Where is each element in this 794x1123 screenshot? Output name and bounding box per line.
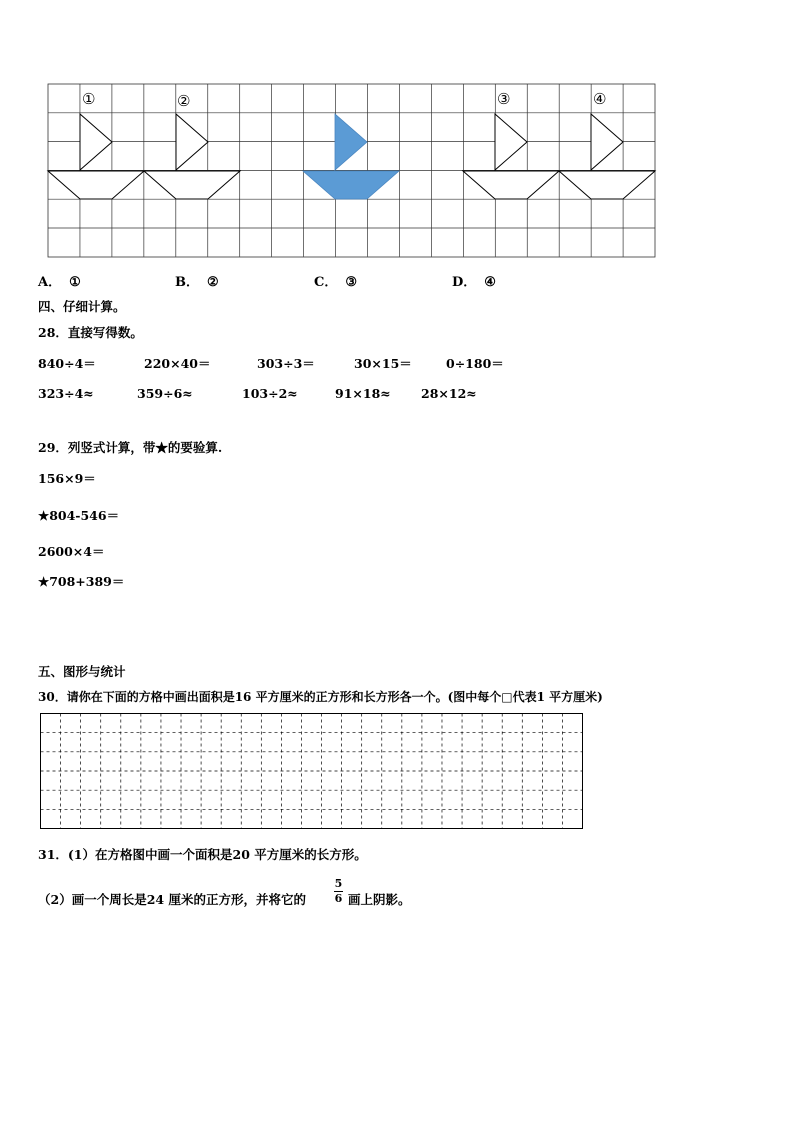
boat-label-4: ④ <box>593 90 607 108</box>
option-c-mark: ③ <box>345 275 358 290</box>
q30-text: 30．请你在下面的方格中画出面积是16 平方厘米的正方形和长方形各一个。(图中每个□代表1 平方厘米) <box>38 690 603 704</box>
q29-item-4: ★708+389＝ <box>38 574 125 589</box>
q28-r1-c4: 30×15＝ <box>354 356 412 371</box>
q28-title: 28．直接写得数。 <box>38 325 143 340</box>
q28-r2-c5: 28×12≈ <box>421 386 477 401</box>
section-4-title: 四、仔细计算。 <box>38 299 126 314</box>
q31-fraction <box>334 878 343 905</box>
q29-title: 29．列竖式计算，带★的要验算. <box>38 440 223 455</box>
q29-item-1: 156×9＝ <box>38 471 96 486</box>
q31-part2-before: （2）画一个周长是24 厘米的正方形，并将它的 <box>38 892 306 907</box>
boat-labels <box>82 90 606 110</box>
q28-r2-c1: 323÷4≈ <box>38 386 94 401</box>
boat-label-2: ② <box>177 92 191 110</box>
q31-part1: 31．(1）在方格图中画一个面积是20 平方厘米的长方形。 <box>38 847 367 862</box>
answer-options <box>0 271 794 289</box>
boat-4 <box>559 114 655 199</box>
section-5-title: 五、图形与统计 <box>38 664 126 679</box>
fraction-numerator: 5 <box>334 877 343 890</box>
option-a[interactable] <box>38 271 81 290</box>
q31-part2-after: 画上阴影。 <box>348 892 411 907</box>
boat-label-3: ③ <box>497 90 511 108</box>
option-d-mark: ④ <box>484 275 496 290</box>
boat-3 <box>463 114 559 199</box>
fraction-denominator: 6 <box>334 892 343 905</box>
option-d[interactable] <box>452 271 496 290</box>
option-d-letter: D． <box>452 275 477 290</box>
q30-dotted-grid <box>40 713 584 830</box>
boat-1 <box>48 114 144 199</box>
original-boat <box>303 114 399 199</box>
option-c-letter: C． <box>314 275 338 290</box>
q28-r1-c2: 220×40＝ <box>144 356 211 371</box>
option-b-mark: ② <box>207 275 219 290</box>
q28-r1-c1: 840÷4＝ <box>38 356 96 371</box>
option-b[interactable] <box>175 271 219 290</box>
option-a-mark: ① <box>69 275 81 290</box>
q29-item-3: 2600×4＝ <box>38 544 105 559</box>
boat-grid-figure <box>46 82 658 262</box>
q28-r2-c2: 359÷6≈ <box>137 386 193 401</box>
q28-r1-c5: 0÷180＝ <box>446 356 504 371</box>
boat-label-1: ① <box>82 90 96 108</box>
q28-r2-c4: 91×18≈ <box>335 386 391 401</box>
option-b-letter: B． <box>175 275 199 290</box>
q28-r2-c3: 103÷2≈ <box>242 386 298 401</box>
option-a-letter: A． <box>38 275 62 290</box>
option-c[interactable] <box>314 271 357 290</box>
q28-r1-c3: 303÷3＝ <box>257 356 315 371</box>
q29-item-2: ★804-546＝ <box>38 508 120 523</box>
boat-2 <box>144 114 240 199</box>
